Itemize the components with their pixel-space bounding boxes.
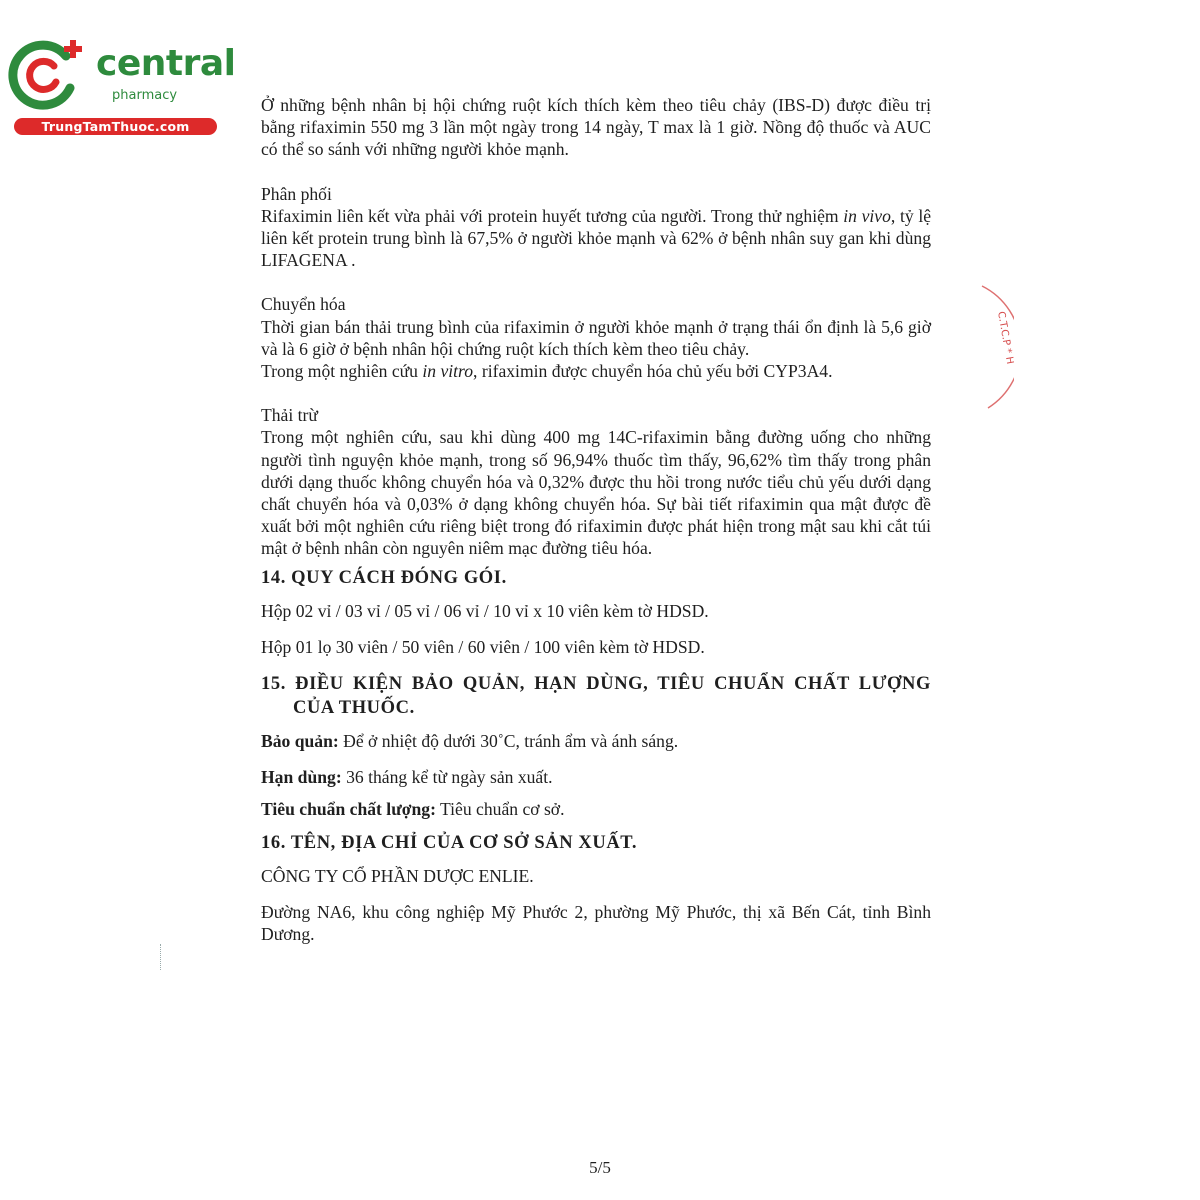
subheading-elimination: Thải trừ bbox=[261, 405, 318, 426]
logo-sub-text: pharmacy bbox=[112, 88, 178, 103]
company-stamp bbox=[974, 282, 1014, 412]
logo-brand-text: central bbox=[96, 43, 236, 84]
subheading-distribution: Phân phối bbox=[261, 183, 332, 204]
paragraph-distribution: Rifaximin liên kết vừa phải với protein huyết tương của người. Trong thử nghiệm in vivo, tỷ lệ liên kết protein trung bình là 67,5% ở người khỏe mạnh và 62% ở bệnh nhân suy gan khi dùng LIFAGENA . bbox=[261, 205, 932, 271]
packaging-line-2: Hộp 01 lọ 30 viên / 50 viên / 60 viên / 100 viên kèm tờ HDSD. bbox=[261, 636, 705, 657]
paragraph-ibs-d: Ở những bệnh nhân bị hội chứng ruột kích thích kèm theo tiêu chảy (IBS-D) được điều trị bằng rifaximin 550 mg 3 lần một ngày trong 14 ngày, T max là 1 giờ. Nồng độ thuốc và AUC có thể so sánh với những người khỏe mạnh. bbox=[261, 95, 931, 160]
logo-mark-icon bbox=[8, 36, 90, 116]
section-16-title: 16. TÊN, ĐỊA CHỈ CỦA CƠ SỞ SẢN XUẤT. bbox=[261, 832, 638, 853]
central-pharmacy-logo bbox=[8, 36, 236, 136]
logo-site-badge: TrungTamThuoc.com bbox=[14, 118, 217, 135]
subheading-metabolism: Chuyển hóa bbox=[261, 294, 346, 315]
page-number: 5/5 bbox=[589, 1158, 611, 1177]
section-15-title: 15. ĐIỀU KIỆN BẢO QUẢN, HẠN DÙNG, TIÊU CHUẨN CHẤT LƯỢNG CỦA THUỐC. bbox=[261, 674, 931, 719]
manufacturer-name: CÔNG TY CỔ PHẦN DƯỢC ENLIE. bbox=[261, 865, 534, 886]
paragraph-metabolism-1: Thời gian bán thải trung bình của rifaximin ở người khỏe mạnh ở trạng thái ổn định là 5,6 giờ và là 6 giờ ở bệnh nhân hội chứng ruột kích thích kèm theo tiêu chảy. bbox=[261, 316, 931, 359]
storage-line: Bảo quản: Để ở nhiệt độ dưới 30˚C, tránh ẩm và ánh sáng. bbox=[261, 731, 679, 752]
paragraph-elimination: Trong một nghiên cứu, sau khi dùng 400 mg 14C-rifaximin bằng đường uống cho những người tình nguyện khỏe mạnh, trong số 96,94% thuốc tìm thấy, 96,62% tìm thấy trong phân dưới dạng thuốc không chuyển hóa và 0,32% được thu hồi trong nước tiểu chủ yếu dưới dạng chất chuyển hóa và 0,03% ở dạng không chuyển hóa. Sự bài tiết rifaximin qua mật được đề xuất bởi một nghiên cứu riêng biệt trong đó rifaximin được phát hiện trong mật sau khi cắt túi mật ở bệnh nhân còn nguyên niêm mạc đường tiêu hóa. bbox=[261, 427, 931, 559]
document-body bbox=[261, 94, 931, 945]
manufacturer-address: Đường NA6, khu công nghiệp Mỹ Phước 2, phường Mỹ Phước, thị xã Bến Cát, tỉnh Bình Dương. bbox=[261, 901, 931, 945]
paragraph-metabolism-2: Trong một nghiên cứu in vitro, rifaximin được chuyển hóa chủ yếu bởi CYP3A4. bbox=[261, 361, 833, 382]
packaging-line-1: Hộp 02 vỉ / 03 vỉ / 05 vỉ / 06 vỉ / 10 vỉ x 10 viên kèm tờ HDSD. bbox=[261, 600, 709, 621]
section-14-title: 14. QUY CÁCH ĐÓNG GÓI. bbox=[261, 567, 507, 588]
expiry-line: Hạn dùng: 36 tháng kể từ ngày sản xuất. bbox=[261, 767, 553, 788]
standard-line: Tiêu chuẩn chất lượng: Tiêu chuẩn cơ sở. bbox=[261, 799, 565, 820]
stamp-text: C.T.C.P * H bbox=[995, 310, 1014, 366]
scan-mark bbox=[160, 944, 165, 970]
